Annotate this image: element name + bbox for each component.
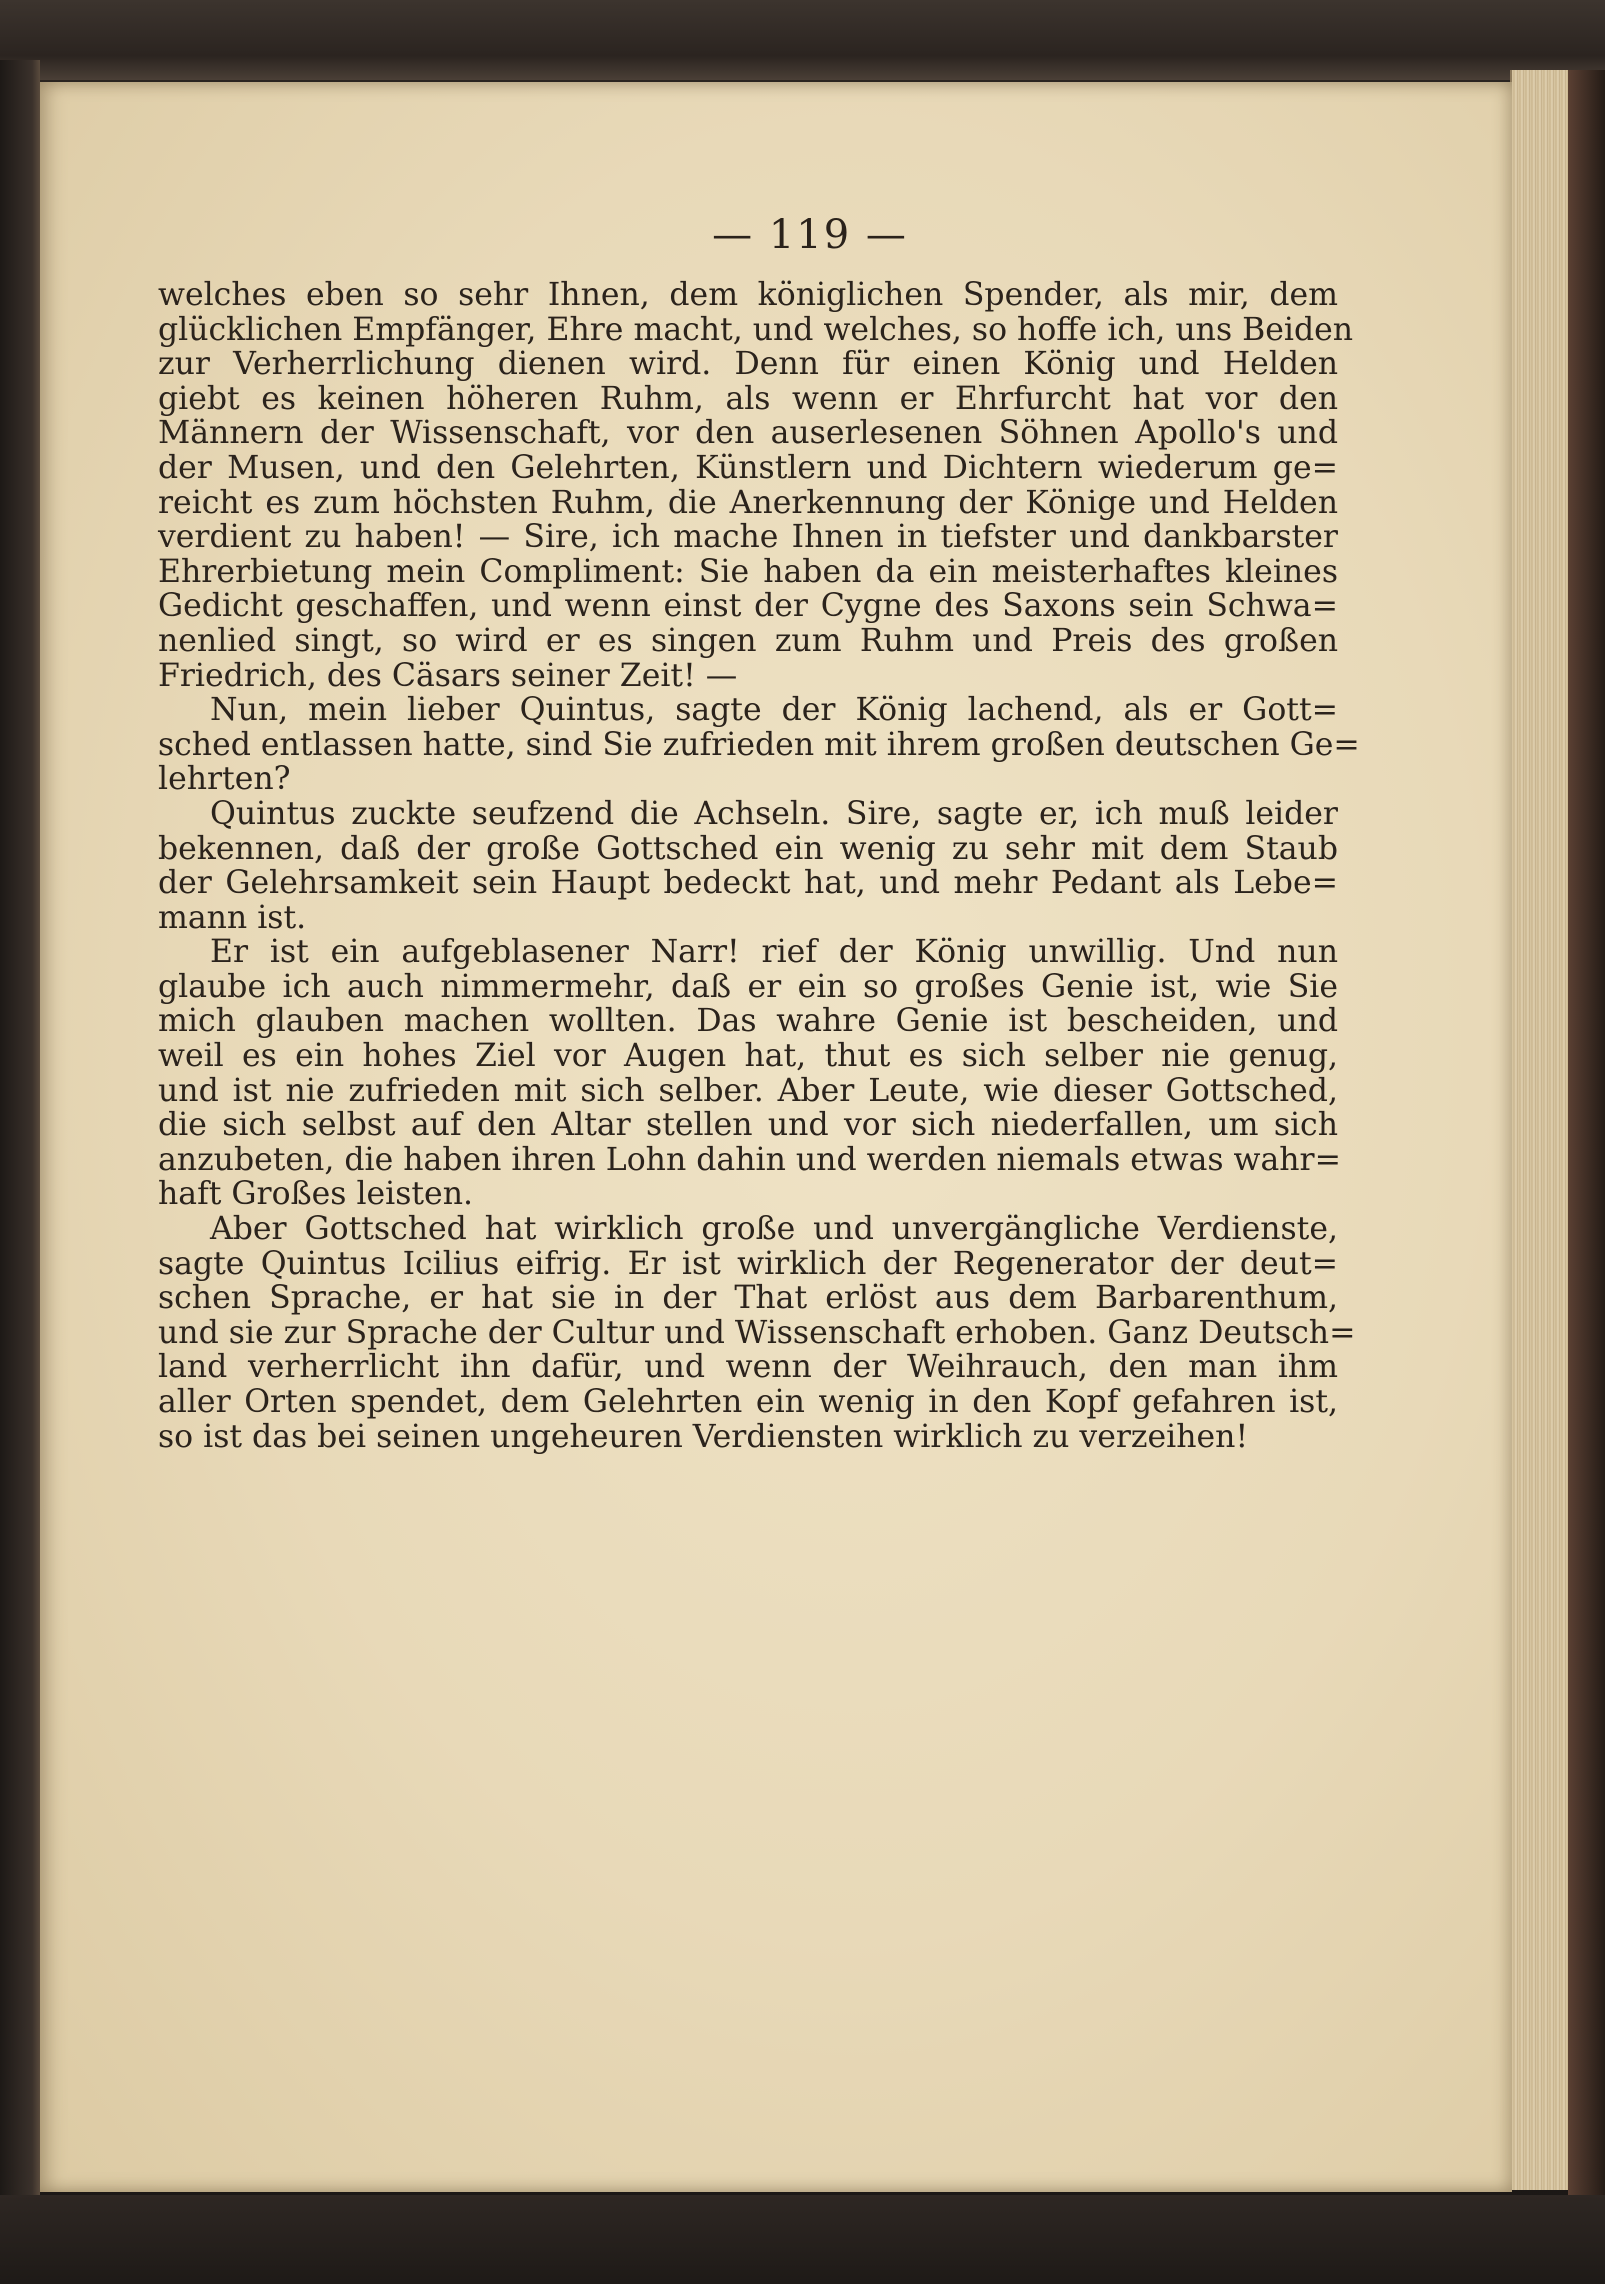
text-line: weil es ein hohes Ziel vor Augen hat, thut es sich selber nie genug, (158, 1038, 1338, 1075)
text-line: land verherrlicht ihn dafür, und wenn der Weihrauch, den man ihm (158, 1349, 1338, 1386)
page-number: — 119 — (712, 212, 908, 258)
text-line: aller Orten spendet, dem Gelehrten ein wenig in den Kopf gefahren ist, (158, 1384, 1338, 1420)
text-line: verdient zu haben! — Sire, ich mache Ihnen in tiefster und dankbarster (158, 519, 1338, 556)
text-line: und ist nie zufrieden mit sich selber. Aber Leute, wie dieser Gottsched, (158, 1072, 1338, 1109)
text-line: giebt es keinen höheren Ruhm, als wenn er Ehrfurcht hat vor den (158, 380, 1338, 417)
text-line: lehrten? (158, 761, 291, 798)
text-line: die sich selbst auf den Altar stellen und vor sich niederfallen, um sich (158, 1107, 1338, 1144)
text-line: und sie zur Sprache der Cultur und Wissenschaft erhoben. Ganz Deutsch= (158, 1314, 1356, 1351)
book-cover-right (1568, 70, 1605, 2200)
text-line: der Gelehrsamkeit sein Haupt bedeckt hat, und mehr Pedant als Lebe= (158, 865, 1338, 902)
text-line: nenlied singt, so wird er es singen zum Ruhm und Preis des großen (158, 622, 1338, 659)
text-line: Nun, mein lieber Quintus, sagte der König lachend, als er Gott= (210, 692, 1338, 729)
text-line: anzubeten, die haben ihren Lohn dahin und werden niemals etwas wahr= (158, 1141, 1342, 1178)
text-line: der Musen, und den Gelehrten, Künstlern und Dichtern wiederum ge= (158, 449, 1338, 486)
text-line: Gedicht geschaffen, und wenn einst der Cygne des Saxons sein Schwa= (158, 588, 1338, 625)
text-line: Quintus zuckte seufzend die Achseln. Sire, sagte er, ich muß leider (210, 795, 1338, 832)
text-line: bekennen, daß der große Gottsched ein wenig zu sehr mit dem Staub (158, 830, 1338, 867)
page-edges (1510, 70, 1572, 2190)
text-line: sagte Quintus Icilius eifrig. Er ist wirklich der Regenerator der deut= (158, 1245, 1338, 1282)
text-line: mich glauben machen wollten. Das wahre Genie ist bescheiden, und (158, 1003, 1338, 1040)
text-line: Aber Gottsched hat wirklich große und unvergängliche Verdienste, (210, 1211, 1338, 1248)
book-cover-bottom (0, 2195, 1605, 2284)
book-page (40, 82, 1512, 2192)
text-line: zur Verherrlichung dienen wird. Denn für einen König und Helden (158, 346, 1338, 383)
text-line: glaube ich auch nimmermehr, daß er ein so großes Genie ist, wie Sie (158, 968, 1338, 1005)
book-cover-left (0, 60, 40, 2200)
text-line: so ist das bei seinen ungeheuren Verdiensten wirklich zu verzeihen! (158, 1418, 1249, 1455)
text-line: sched entlassen hatte, sind Sie zufrieden mit ihrem großen deutschen Ge= (158, 726, 1360, 763)
text-line: Männern der Wissenschaft, vor den auserlesenen Söhnen Apollo's und (158, 415, 1338, 452)
book-cover-top (0, 0, 1605, 80)
text-line: mann ist. (158, 899, 307, 936)
text-line: Ehrerbietung mein Compliment: Sie haben da ein meisterhaftes kleines (158, 553, 1338, 590)
text-line: glücklichen Empfänger, Ehre macht, und welches, so hoffe ich, uns Beiden (158, 311, 1354, 348)
text-line: welches eben so sehr Ihnen, dem königlichen Spender, als mir, dem (158, 277, 1338, 313)
text-line: haft Großes leisten. (158, 1176, 473, 1213)
text-line: Er ist ein aufgeblasener Narr! rief der König unwillig. Und nun (210, 934, 1338, 971)
text-line: reicht es zum höchsten Ruhm, die Anerkennung der Könige und Helden (158, 484, 1338, 521)
text-line: Friedrich, des Cäsars seiner Zeit! — (158, 657, 738, 694)
text-line: schen Sprache, er hat sie in der That erlöst aus dem Barbarenthum, (158, 1280, 1338, 1317)
page-body (158, 277, 1360, 1455)
